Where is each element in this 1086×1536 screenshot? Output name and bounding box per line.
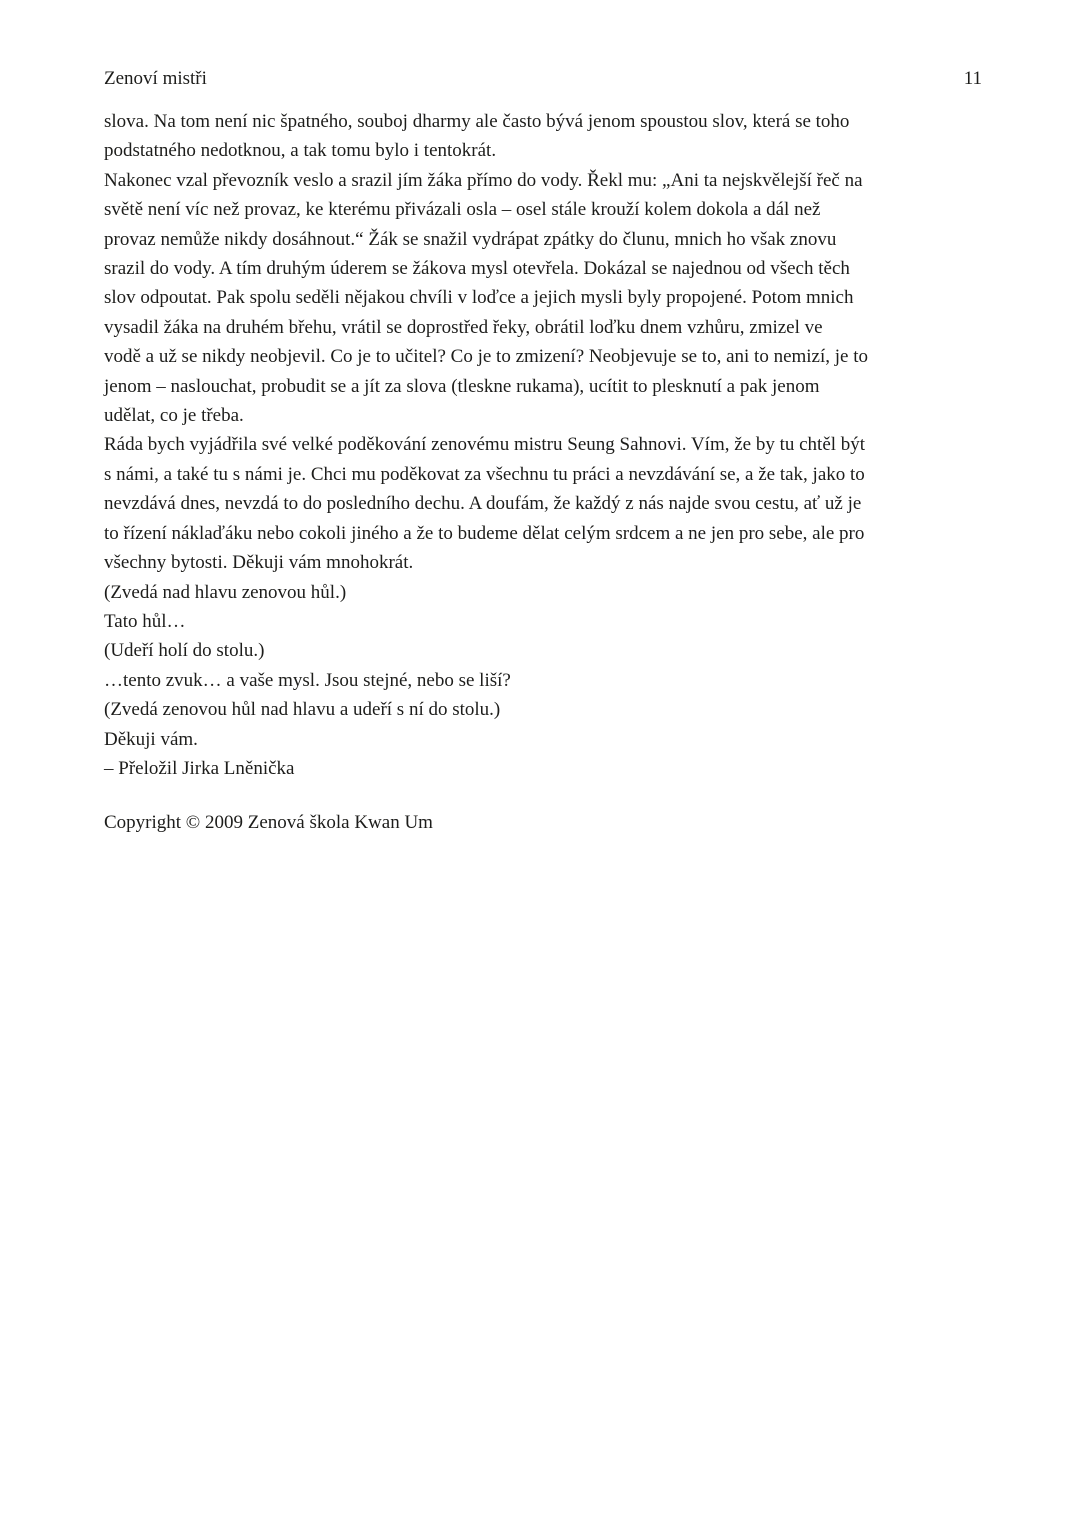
text-line: všechny bytosti. Děkuji vám mnohokrát. bbox=[104, 552, 414, 574]
text-line: – Přeložil Jirka Lněnička bbox=[104, 757, 295, 779]
text-line: Děkuji vám. bbox=[104, 728, 198, 750]
text-line: jenom – naslouchat, probudit se a jít za slova (tleskne rukama), ucítit to plesknutí a pak jenom bbox=[104, 375, 820, 397]
page-footer bbox=[104, 808, 982, 837]
text-line: (Udeří holí do stolu.) bbox=[104, 640, 265, 662]
text-line: provaz nemůže nikdy dosáhnout.“ Žák se snažil vydrápat zpátky do člunu, mnich ho však znovu bbox=[104, 228, 837, 250]
paragraph bbox=[104, 754, 982, 783]
text-line: (Zvedá zenovou hůl nad hlavu a udeří s ní do stolu.) bbox=[104, 699, 501, 721]
copyright-line: Copyright © 2009 Zenová škola Kwan Um bbox=[104, 812, 433, 834]
text-line: srazil do vody. A tím druhým úderem se žákova mysl otevřela. Dokázal se najednou od všech těch bbox=[104, 258, 850, 280]
text-line: podstatného nedotknou, a tak tomu bylo i tentokrát. bbox=[104, 140, 497, 162]
text-line: Ráda bych vyjádřila své velké poděkování zenovému mistru Seung Sahnovi. Vím, že by tu chtěl být bbox=[104, 434, 866, 456]
text-line: slov odpoutat. Pak spolu seděli nějakou chvíli v loďce a jejich mysli byly propojené. Potom mnich bbox=[104, 287, 854, 309]
paragraph bbox=[104, 166, 982, 431]
paragraph bbox=[104, 666, 982, 695]
paragraph bbox=[104, 607, 982, 636]
text-line: vysadil žáka na druhém břehu, vrátil se doprostřed řeky, obrátil loďku dnem vzhůru, zmizel ve bbox=[104, 316, 823, 338]
text-line: …tento zvuk… a vaše mysl. Jsou stejné, nebo se liší? bbox=[104, 669, 511, 691]
text-line: udělat, co je třeba. bbox=[104, 405, 244, 427]
paragraph bbox=[104, 725, 982, 754]
text-line: vodě a už se nikdy neobjevil. Co je to učitel? Co je to zmizení? Neobjevuje se to, ani to nemizí, je to bbox=[104, 346, 869, 368]
text-line: Tato hůl… bbox=[104, 610, 186, 632]
paragraph bbox=[104, 578, 982, 607]
text-line: Nakonec vzal převozník veslo a srazil jím žáka přímo do vody. Řekl mu: „Ani ta nejskvělejší řeč na bbox=[104, 169, 863, 191]
text-line: s námi, a také tu s námi je. Chci mu poděkovat za všechnu tu práci a nevzdávání se, a že tak, jako to bbox=[104, 463, 865, 485]
document-body bbox=[104, 107, 982, 783]
paragraph bbox=[104, 430, 982, 577]
text-line: nevzdává dnes, nevzdá to do posledního dechu. A doufám, že každý z nás najde svou cestu, ať už je bbox=[104, 493, 862, 515]
text-line: (Zvedá nad hlavu zenovou hůl.) bbox=[104, 581, 347, 603]
page-number: 11 bbox=[963, 68, 982, 89]
text-line: slova. Na tom není nic špatného, souboj dharmy ale často bývá jenom spoustou slov, která se toho bbox=[104, 111, 850, 132]
paragraph bbox=[104, 695, 982, 724]
page-header bbox=[104, 64, 982, 93]
paragraph bbox=[104, 636, 982, 665]
text-line: to řízení náklaďáku nebo cokoli jiného a že to budeme dělat celým srdcem a ne jen pro sebe, ale pro bbox=[104, 522, 865, 544]
text-line: světě není víc než provaz, ke kterému přivázali osla – osel stále krouží kolem dokola a dál než bbox=[104, 199, 821, 221]
running-title: Zenoví mistři bbox=[104, 68, 207, 89]
paragraph bbox=[104, 107, 982, 166]
